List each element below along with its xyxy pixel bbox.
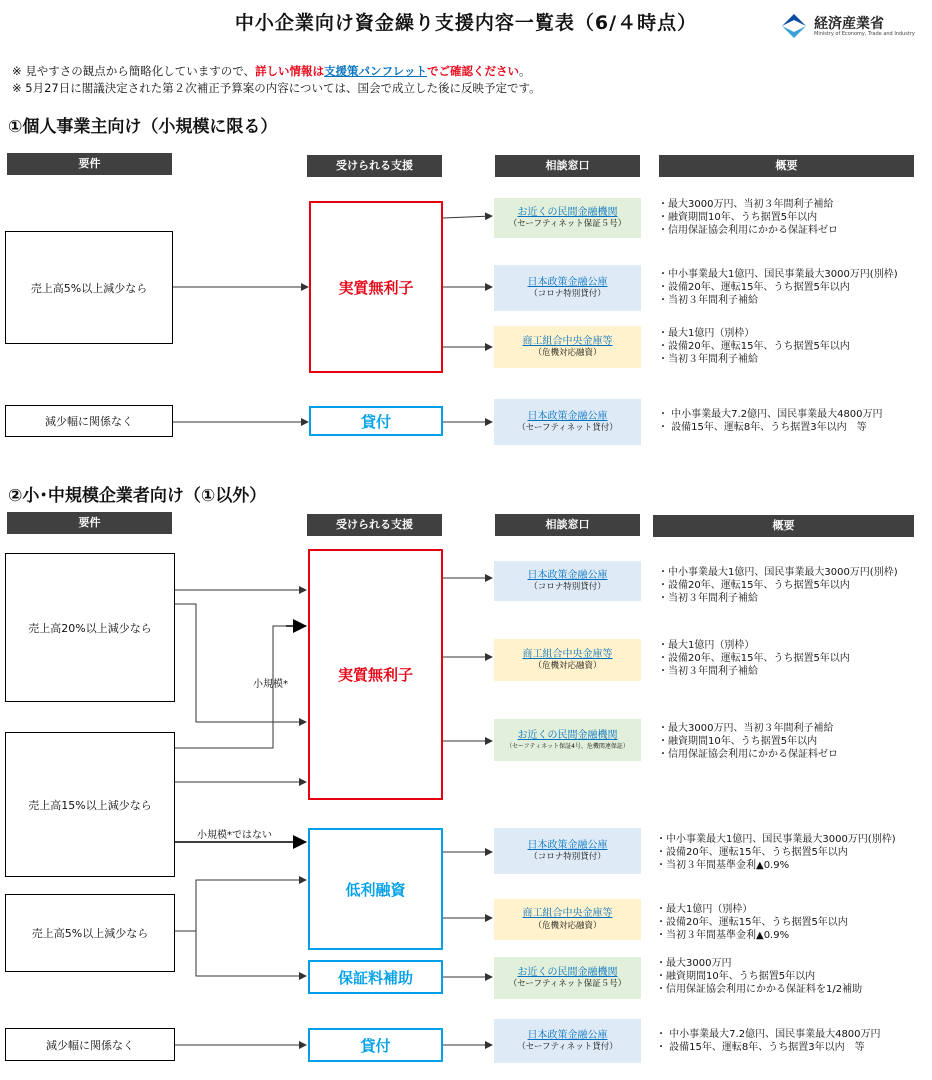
- s2-summary-jfc-corona-low: [656, 833, 896, 872]
- section-1-title: ①個人事業主向け（小規模に限る）: [8, 117, 278, 137]
- summary-line: ・ 設備15年、運転8年、うち据置3年以内 等: [658, 422, 867, 433]
- header-window-2: 相談窓口: [495, 514, 640, 536]
- summary-line: ・最大3000万円、当初３年間利子補給: [658, 199, 834, 210]
- header-support-2: 受けられる支援: [307, 514, 442, 536]
- s1-support-interest-free: 実質無利子: [309, 201, 443, 373]
- summary-line: ・当初３年間利子補給: [658, 354, 758, 365]
- s1-window-jfc-corona[interactable]: [494, 265, 641, 311]
- s1-summary-private-bank: [658, 198, 838, 237]
- s2-window-jfc-corona-low-name[interactable]: 日本政策金融公庫: [527, 839, 608, 851]
- header-summary: 概要: [659, 155, 914, 177]
- s1-window-jfc-corona-sub: （コロナ特別貸付）: [529, 289, 606, 300]
- s2-summary-shoko-chukin: [658, 639, 850, 678]
- s2-requirement-15pct: 売上高15%以上減少なら: [5, 732, 175, 877]
- s1-window-jfc-corona-name[interactable]: 日本政策金融公庫: [527, 276, 608, 288]
- summary-line: ・信用保証協会利用にかかる保証料ゼロ: [658, 749, 838, 760]
- s1-summary-jfc-safety: [658, 408, 883, 434]
- s2-window-jfc-corona-low-sub: （コロナ特別貸付）: [529, 852, 606, 863]
- s2-window-shoko-chukin-low-sub: （危機対応融資）: [533, 920, 602, 931]
- summary-line: ・中小事業最大1億円、国民事業最大3000万円(別枠): [658, 567, 898, 578]
- s2-summary-jfc-safety: [656, 1028, 881, 1054]
- summary-line: ・ 設備15年、運転8年、うち据置3年以内 等: [656, 1042, 865, 1053]
- note-1-emphasis-2: でご確認ください: [427, 64, 519, 78]
- summary-line: ・中小事業最大1億円、国民事業最大3000万円(別枠): [658, 269, 898, 280]
- s1-requirement-5pct: 売上高5%以上減少なら: [5, 231, 173, 344]
- summary-line: ・ 中小事業最大7.2億円、国民事業最大4800万円: [656, 1029, 881, 1040]
- s1-window-shoko-chukin[interactable]: [494, 326, 641, 368]
- summary-line: ・当初３年間基準金利▲0.9%: [656, 860, 790, 871]
- logo-text: 経済産業省: [814, 16, 884, 32]
- s2-summary-private-bank-5: [656, 957, 862, 996]
- s2-support-loan: 貸付: [308, 1028, 443, 1062]
- s1-window-shoko-chukin-sub: （危機対応融資）: [533, 348, 602, 359]
- s2-support-low-rate: 低利融資: [308, 828, 443, 950]
- summary-line: ・最大1億円（別枠）: [656, 904, 753, 915]
- summary-line: ・設備20年、運転15年、うち据置5年以内: [658, 341, 850, 352]
- note-1-end: 。: [519, 64, 531, 78]
- s2-window-jfc-corona-low[interactable]: [494, 828, 641, 874]
- summary-line: ・設備20年、運転15年、うち据置5年以内: [658, 653, 850, 664]
- meti-logo: [778, 10, 928, 44]
- summary-line: ・当初３年間利子補給: [658, 666, 758, 677]
- summary-line: ・当初３年間基準金利▲0.9%: [656, 930, 790, 941]
- s1-summary-jfc-corona: [658, 268, 898, 307]
- s1-window-shoko-chukin-name[interactable]: 商工組合中央金庫等: [522, 335, 613, 347]
- s1-support-loan: 貸付: [309, 406, 443, 436]
- s2-window-private-bank-5-sub: （セーフティネット保証５号）: [508, 979, 627, 990]
- logo-subtext: Ministry of Economy, Trade and Industry: [814, 31, 915, 37]
- s2-window-private-bank-5-name[interactable]: お近くの民間金融機関: [517, 966, 618, 978]
- summary-line: ・最大3000万円、当初３年間利子補給: [658, 723, 834, 734]
- note-1: [12, 63, 531, 79]
- note-2: ※ 5月27日に閣議決定された第２次補正予算案の内容については、国会で成立した後に反映予定です。: [12, 81, 541, 95]
- s2-requirement-any: 減少幅に関係なく: [5, 1028, 175, 1061]
- summary-line: ・当初３年間利子補給: [658, 295, 758, 306]
- s2-support-interest-free: 実質無利子: [308, 549, 443, 800]
- section-2-title: ②小･中規模企業者向け（①以外）: [8, 486, 267, 506]
- s2-window-jfc-safety[interactable]: [494, 1019, 641, 1063]
- s2-window-shoko-chukin-name[interactable]: 商工組合中央金庫等: [522, 648, 613, 660]
- header-window: 相談窓口: [495, 155, 640, 177]
- s1-window-jfc-safety-sub: （セーフティネット貸付）: [517, 423, 618, 434]
- note-1-emphasis: 詳しい情報は: [255, 64, 325, 78]
- s2-summary-shoko-chukin-low: [656, 903, 848, 942]
- summary-line: ・融資期間10年、うち据置5年以内: [658, 736, 818, 747]
- summary-line: ・最大1億円（別枠）: [658, 640, 755, 651]
- s1-window-private-bank-name[interactable]: お近くの民間金融機関: [517, 206, 618, 218]
- summary-line: ・融資期間10年、うち据置5年以内: [656, 971, 816, 982]
- s2-requirement-5pct: 売上高5%以上減少なら: [5, 894, 175, 972]
- summary-line: ・融資期間10年、うち据置5年以内: [658, 212, 818, 223]
- header-summary-2: 概要: [653, 515, 914, 537]
- s2-support-fee-subsidy: 保証料補助: [308, 960, 443, 994]
- s2-window-private-bank-4[interactable]: [494, 719, 641, 761]
- s2-window-shoko-chukin-low-name[interactable]: 商工組合中央金庫等: [522, 908, 613, 920]
- s2-window-jfc-corona[interactable]: [494, 561, 641, 601]
- s2-window-shoko-chukin[interactable]: [494, 639, 641, 681]
- s2-summary-private-bank-4: [658, 722, 838, 761]
- s2-window-private-bank-4-name[interactable]: お近くの民間金融機関: [517, 730, 618, 742]
- s2-requirement-20pct: 売上高20%以上減少なら: [5, 553, 175, 702]
- summary-line: ・当初３年間利子補給: [658, 593, 758, 604]
- summary-line: ・中小事業最大1億円、国民事業最大3000万円(別枠): [656, 834, 896, 845]
- summary-line: ・最大1億円（別枠）: [658, 328, 755, 339]
- s1-window-private-bank-sub: （セーフティネット保証５号）: [508, 219, 627, 230]
- summary-line: ・信用保証協会利用にかかる保証料を1/2補助: [656, 984, 863, 995]
- pamphlet-link[interactable]: 支援策パンフレット: [324, 64, 427, 78]
- s1-window-private-bank[interactable]: [494, 198, 641, 238]
- s1-window-jfc-safety-name[interactable]: 日本政策金融公庫: [527, 410, 608, 422]
- s2-window-private-bank-5[interactable]: [494, 957, 641, 999]
- page-title: 中小企業向け資金繰り支援内容一覧表（6/４時点）: [234, 12, 698, 34]
- summary-line: ・設備20年、運転15年、うち据置5年以内: [656, 847, 848, 858]
- s1-summary-shoko-chukin: [658, 327, 850, 366]
- label-not-small-scale: 小規模*ではない: [197, 830, 272, 841]
- header-support: 受けられる支援: [307, 155, 442, 177]
- s1-requirement-any: 減少幅に関係なく: [5, 405, 173, 437]
- s2-window-shoko-chukin-low[interactable]: [494, 899, 641, 940]
- s2-window-jfc-safety-name[interactable]: 日本政策金融公庫: [527, 1029, 608, 1041]
- header-requirement: 要件: [7, 153, 172, 175]
- label-small-scale: 小規模*: [253, 679, 288, 690]
- summary-line: ・設備20年、運転15年、うち据置5年以内: [658, 282, 850, 293]
- s2-window-jfc-corona-name[interactable]: 日本政策金融公庫: [527, 569, 608, 581]
- s2-window-jfc-safety-sub: （セーフティネット貸付）: [517, 1042, 618, 1053]
- summary-line: ・最大3000万円: [656, 958, 732, 969]
- s2-window-jfc-corona-sub: （コロナ特別貸付）: [529, 582, 606, 593]
- summary-line: ・設備20年、運転15年、うち据置5年以内: [658, 580, 850, 591]
- summary-line: ・信用保証協会利用にかかる保証料ゼロ: [658, 225, 838, 236]
- header-requirement-2: 要件: [7, 512, 172, 534]
- s2-window-private-bank-4-sub: （セーフティネット保証4号、危機関連保証）: [506, 742, 629, 750]
- note-1-prefix: ※ 見やすさの観点から簡略化していますので、: [12, 64, 256, 78]
- summary-line: ・ 中小事業最大7.2億円、国民事業最大4800万円: [658, 409, 883, 420]
- s2-window-shoko-chukin-sub: （危機対応融資）: [533, 661, 602, 672]
- s2-summary-jfc-corona: [658, 566, 898, 605]
- s1-window-jfc-safety[interactable]: [494, 399, 641, 445]
- summary-line: ・設備20年、運転15年、うち据置5年以内: [656, 917, 848, 928]
- meti-emblem-icon: [778, 10, 810, 42]
